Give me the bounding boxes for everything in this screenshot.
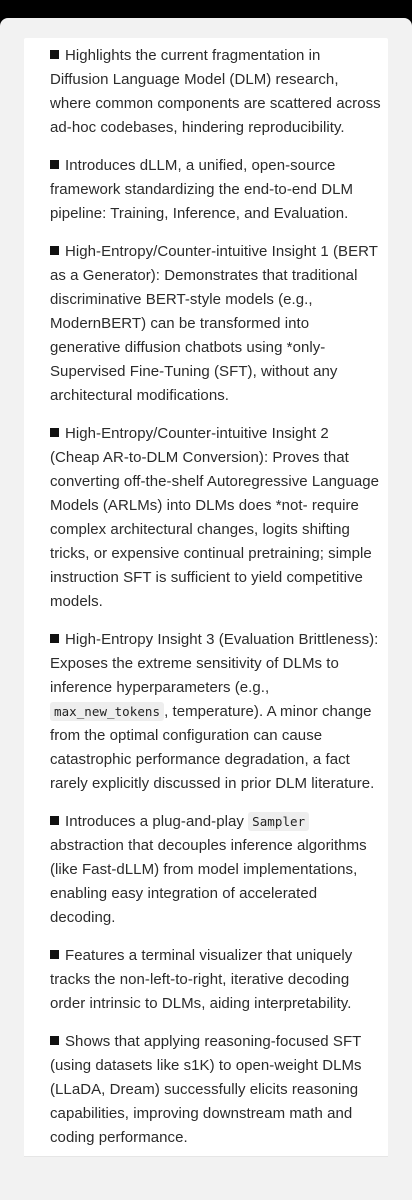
square-bullet-icon [50,246,59,255]
square-bullet-icon [50,160,59,169]
bullet-item-insight-1 [24,240,388,408]
bullet-text: Highlights the current fragmentation in Diffusion Language Model (DLM) research, where common components are scattered across ad-hoc codebases, hindering reproducibility. [50,47,381,136]
bullet-list [24,38,388,1150]
bullet-text: High-Entropy/Counter-intuitive Insight 2 (Cheap AR-to-DLM Conversion): Proves that converting off-the-shelf Autoregressive Language Models (ARLMs) into DLMs does *not- require complex architectural changes, logits shifting tricks, or expensive continual pretraining; simple instruction SFT is sufficient to yield competitive models. [50,425,380,610]
bullet-text: Shows that applying reasoning-focused SFT (using datasets like s1K) to open-weight DLMs (LLaDA, Dream) successfully elicits reasoning capabilities, improving downstream math and coding performance. [50,1033,362,1146]
bullet-text-after: , temperature). A minor change from the optimal configuration can cause catastrophic performance degradation, a fact rarely explicitly discussed in prior DLM literature. [50,703,375,792]
bullet-item-sampler [24,810,388,930]
square-bullet-icon [50,428,59,437]
top-bar [0,0,412,18]
bullet-item-visualizer [24,944,388,1016]
square-bullet-icon [50,816,59,825]
square-bullet-icon [50,950,59,959]
bullet-text: Features a terminal visualizer that uniquely tracks the non-left-to-right, iterative decoding order intrinsic to DLMs, aiding interpretability. [50,947,353,1012]
bullet-item-insight-3 [24,628,388,796]
bullet-item-dllm-framework [24,154,388,226]
summary-panel [24,38,388,1157]
bullet-text-before: High-Entropy Insight 3 (Evaluation Brittleness): Exposes the extreme sensitivity of DLMs to inference hyperparameters (e.g., [50,631,379,696]
bullet-text: High-Entropy/Counter-intuitive Insight 1 (BERT as a Generator): Demonstrates that traditional discriminative BERT-style models (e.g., ModernBERT) can be transformed into generative diffusion chatbots using *only- Supervised Fine-Tuning (SFT), without any architectural modifications. [50,243,378,404]
inline-code-max-new-tokens: max_new_tokens [50,702,164,721]
content-card [0,18,412,1200]
square-bullet-icon [50,634,59,643]
bullet-text-before: Introduces a plug-and-play [65,813,249,830]
bullet-item-insight-2 [24,422,388,614]
square-bullet-icon [50,1036,59,1045]
bullet-text-after: abstraction that decouples inference algorithms (like Fast-dLLM) from model implementations, enabling easy integration of accelerated decoding. [50,837,367,926]
bullet-item-fragmentation [24,44,388,140]
square-bullet-icon [50,50,59,59]
bullet-item-reasoning-sft [24,1030,388,1150]
divider [24,1156,388,1157]
bullet-text: Introduces dLLM, a unified, open-source framework standardizing the end-to-end DLM pipeline: Training, Inference, and Evaluation. [50,157,354,222]
inline-code-sampler: Sampler [248,812,309,831]
